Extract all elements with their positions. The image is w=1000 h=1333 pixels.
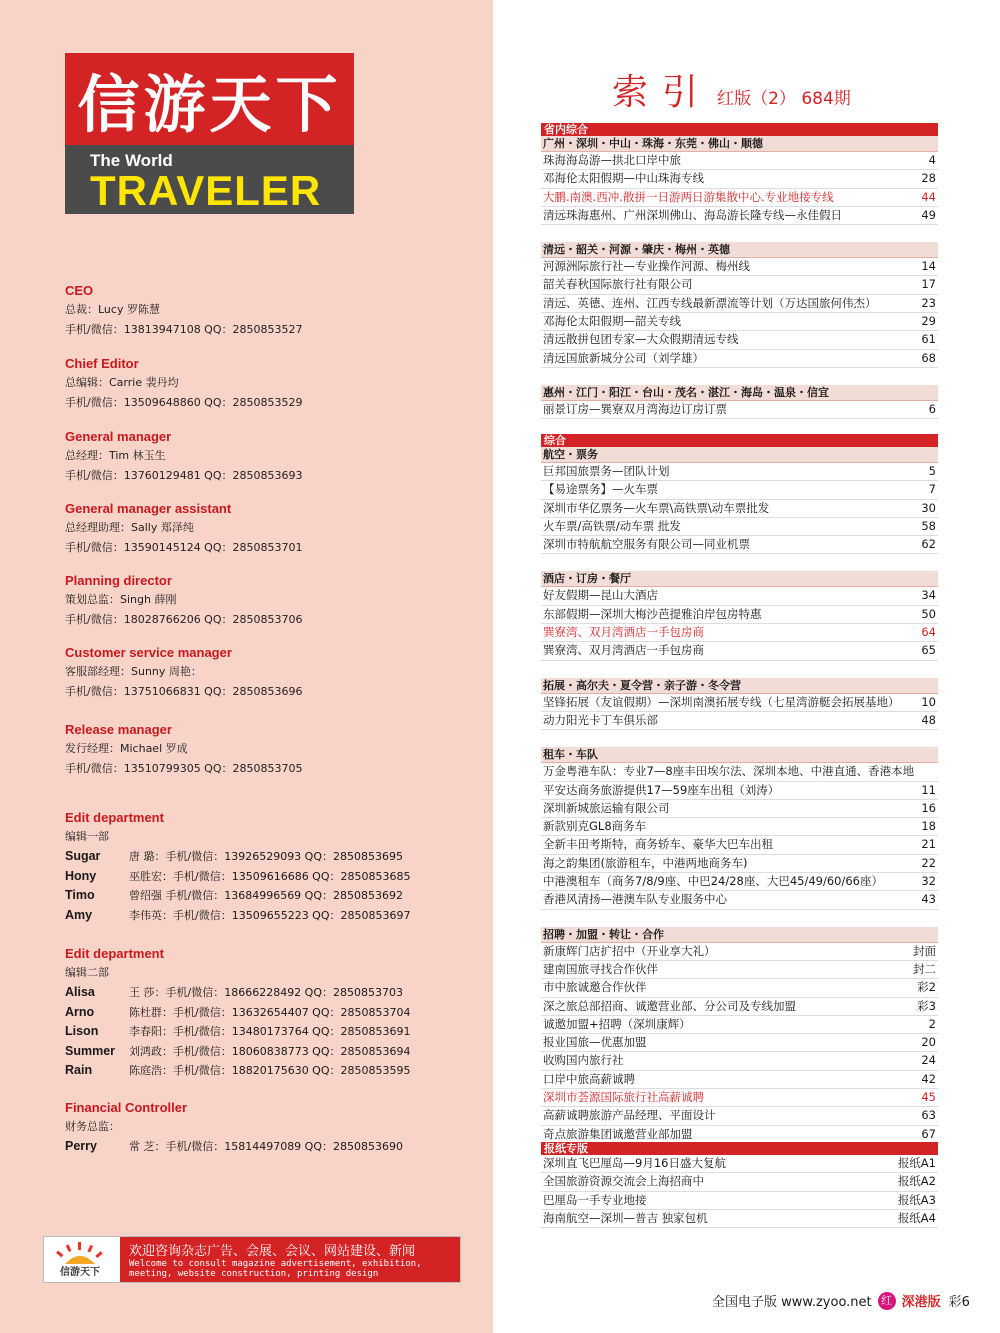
page-number: 彩6	[948, 1295, 970, 1310]
subsection-header: 航空・票务	[541, 447, 938, 463]
index-entry: 海之韵集团(旅游租车，中港两地商务车)	[543, 855, 748, 870]
staff-chief-editor	[65, 355, 485, 413]
staff-contact: 手机/微信：18028766206 QQ：2850853706	[65, 613, 303, 626]
index-page: 7	[928, 482, 936, 497]
index-page: 42	[921, 1071, 936, 1086]
index-page: 彩3	[917, 998, 936, 1013]
index-page	[936, 763, 938, 780]
index-row[interactable]	[541, 606, 938, 624]
index-page: 67	[921, 1126, 936, 1141]
dept-sub: 财务总监：	[65, 1120, 120, 1133]
group-spacer	[541, 910, 938, 927]
member-row	[65, 1003, 485, 1023]
staff-name: 策划总监：Singh 薛刚	[65, 593, 177, 606]
index-title-small: 红版（2） 684期	[717, 89, 851, 109]
ad-english: Welcome to consult magazine advertisement, exhibition, meeting, website construction, printing design	[129, 1259, 422, 1279]
staff-contact: 手机/微信：13510799305 QQ：2850853705	[65, 762, 303, 775]
dept-title: Financial Controller	[65, 1100, 188, 1115]
index-row[interactable]	[541, 350, 938, 368]
staff-customer-service	[65, 644, 485, 702]
index-entry: 深之旅总部招商、诚邀营业部、分公司及专线加盟	[543, 998, 796, 1013]
index-page: 4	[928, 153, 936, 167]
index-page: 11	[921, 782, 936, 797]
group-spacer	[541, 730, 938, 747]
index-page: 报纸A2	[897, 1174, 936, 1189]
index-row[interactable]	[541, 401, 938, 419]
group-spacer	[541, 554, 938, 571]
index-entry: 巽寮湾、双月湾酒店一手包房商	[543, 625, 704, 640]
index-page: 62	[921, 537, 936, 552]
index-page: 28	[921, 171, 936, 186]
index-page: 45	[921, 1090, 936, 1105]
index-entry: 新款别克GL8商务车	[543, 819, 647, 834]
index-entry: 口岸中旅高薪诚聘	[543, 1071, 635, 1086]
index-entry: 海南航空—深圳—普吉 独家包机	[543, 1210, 708, 1225]
index-row[interactable]	[541, 642, 938, 660]
index-entry: 中港澳租车（商务7/8/9座、中巴24/28座、大巴45/49/60/66座）	[543, 874, 883, 889]
staff-contact: 手机/微信：13590145124 QQ：2850853701	[65, 541, 303, 554]
index-row[interactable]	[541, 1107, 938, 1125]
logo-line1: The World	[90, 151, 173, 170]
index-page: 34	[921, 588, 936, 603]
member-en: Rain	[65, 1063, 93, 1077]
member-info: 巫胜宏：手机/微信：13509616686 QQ：2850853685	[129, 869, 411, 883]
member-row	[65, 1042, 485, 1062]
member-info: 李伟英：手机/微信：13509655223 QQ：2850853697	[129, 908, 411, 922]
index-row[interactable]	[541, 1034, 938, 1052]
member-row	[65, 847, 485, 867]
member-row	[65, 1022, 485, 1042]
staff-title: General manager	[65, 429, 172, 444]
ad-logo-text: 信游天下	[60, 1267, 100, 1278]
index-row[interactable]	[541, 763, 938, 781]
member-en: Timo	[65, 888, 95, 902]
financial-controller	[65, 1099, 485, 1157]
index-row[interactable]	[541, 1071, 938, 1089]
index-entry: 高薪诚聘旅游产品经理、平面设计	[543, 1108, 716, 1123]
member-row	[65, 983, 485, 1003]
index-page: 61	[921, 332, 936, 347]
subsection-header: 清远・韶关・河源・肇庆・梅州・英德	[541, 242, 938, 258]
index-row[interactable]	[541, 258, 938, 276]
member-en: Sugar	[65, 849, 101, 863]
edit-department-1	[65, 809, 485, 925]
index-entry: 全国旅游资源交流会上海招商中	[543, 1174, 704, 1189]
index-entry: 坚锋拓展（友谊假期）—深圳南澳拓展专线（七星湾游艇会拓展基地）	[543, 694, 900, 709]
index-row[interactable]	[541, 313, 938, 331]
group-spacer	[541, 661, 938, 678]
group-spacer	[541, 225, 938, 242]
member-en: Hony	[65, 868, 97, 883]
staff-title: Release manager	[65, 722, 172, 737]
index-entry: 深圳市华亿票务—火车票\高铁票\动车票批发	[543, 500, 770, 515]
index-entry: 香港风清扬—港澳车队专业服务中心	[543, 892, 727, 907]
index-row[interactable]	[541, 1089, 938, 1107]
index-row[interactable]	[541, 943, 938, 961]
index-entry: 深圳市荟源国际旅行社高薪诚聘	[543, 1090, 704, 1105]
staff-title: Chief Editor	[65, 356, 139, 371]
section-header: 综合	[541, 434, 938, 447]
index-row[interactable]	[541, 189, 938, 207]
index-row[interactable]	[541, 891, 938, 909]
index-page: 30	[921, 500, 936, 515]
section-provincial	[541, 123, 938, 419]
index-page: 18	[921, 819, 936, 834]
index-row[interactable]	[541, 481, 938, 499]
index-row[interactable]	[541, 207, 938, 225]
member-en: Arno	[65, 1004, 95, 1019]
index-page: 22	[921, 855, 936, 870]
index-row[interactable]	[541, 624, 938, 642]
index-row[interactable]	[541, 836, 938, 854]
index-entry: 河源洲际旅行社—专业操作河源、梅州线	[543, 259, 750, 274]
index-row[interactable]	[541, 276, 938, 294]
edition-name: 深港版	[901, 1295, 941, 1310]
staff-name: 总编辑：Carrie 裴丹均	[65, 376, 179, 389]
index-row[interactable]	[541, 1173, 938, 1191]
edit-department-2	[65, 945, 485, 1081]
member-info: 王 莎：手机/微信：18666228492 QQ：2850853703	[129, 986, 403, 999]
index-row[interactable]	[541, 500, 938, 518]
index-row[interactable]	[541, 855, 938, 873]
index-page: 65	[921, 643, 936, 658]
index-entry: 收购国内旅行社	[543, 1053, 624, 1068]
member-row	[65, 886, 485, 906]
index-entry: 奇点旅游集团诚邀营业部加盟	[543, 1126, 693, 1141]
dept-title: Edit department	[65, 810, 164, 825]
index-row[interactable]	[541, 1192, 938, 1210]
index-row[interactable]	[541, 331, 938, 349]
ad-banner	[43, 1236, 461, 1283]
index-entry: 丽景订房—巽寮双月湾海边订房订票	[543, 401, 727, 416]
index-entry: 珠海海岛游—拱北口岸中旅	[543, 153, 681, 167]
index-row[interactable]	[541, 463, 938, 481]
logo-english	[65, 145, 354, 214]
sun-logo-icon	[47, 1240, 113, 1279]
index-entry: 好友假期—昆山大酒店	[543, 588, 658, 603]
index-entry: 诚邀加盟+招聘（深圳康辉）	[543, 1016, 691, 1031]
index-entry: 巴厘岛一手专业地接	[543, 1192, 647, 1207]
staff-release-manager	[65, 721, 485, 779]
member-en: Lison	[65, 1024, 99, 1038]
staff-name: 发行经理：Michael 罗成	[65, 742, 188, 755]
member-info: 陈庭浩：手机/微信：18820175630 QQ：2850853595	[129, 1064, 411, 1077]
member-en: Summer	[65, 1043, 116, 1058]
index-page: 24	[921, 1053, 936, 1068]
member-info: 李春阳：手机/微信：13480173764 QQ：2850853691	[129, 1025, 411, 1038]
index-row[interactable]	[541, 1155, 938, 1173]
index-title	[612, 64, 851, 115]
index-row[interactable]	[541, 152, 938, 170]
ad-text-block	[120, 1237, 460, 1282]
member-info: 刘鸿政：手机/微信：18060838773 QQ：2850853694	[129, 1044, 411, 1058]
subsection-header: 广州・深圳・中山・珠海・东莞・佛山・顺德	[541, 136, 938, 152]
ad-chinese: 欢迎咨询杂志广告、会展、会议、网站建设、新闻	[129, 1244, 416, 1259]
member-en: Alisa	[65, 985, 95, 999]
index-page: 14	[921, 259, 936, 274]
index-entry: 深圳市特航航空服务有限公司—同业机票	[543, 537, 750, 552]
index-page: 50	[921, 606, 936, 621]
staff-name: 总裁：Lucy 罗陈慧	[65, 303, 160, 316]
dept-sub: 编辑一部	[65, 830, 109, 843]
member-info: 曾绍强 手机/微信：13684996569 QQ：2850853692	[129, 889, 403, 902]
index-page: 2	[928, 1016, 936, 1031]
index-page: 封二	[913, 961, 936, 976]
member-row	[65, 1137, 485, 1157]
member-row	[65, 906, 485, 926]
index-row[interactable]	[541, 979, 938, 997]
index-page: 49	[921, 207, 936, 222]
index-row[interactable]	[541, 170, 938, 188]
section-header: 报纸专版	[541, 1142, 938, 1155]
index-row[interactable]	[541, 536, 938, 554]
staff-title: Planning director	[65, 573, 172, 588]
index-row[interactable]	[541, 800, 938, 818]
member-en: Amy	[65, 907, 93, 922]
index-page: 64	[921, 625, 936, 640]
index-entry: 清远珠海惠州、广州深圳佛山、海岛游长隆专线—永佳假日	[543, 207, 842, 222]
index-page: 16	[921, 800, 936, 815]
index-page: 20	[921, 1035, 936, 1050]
index-page: 5	[928, 464, 936, 478]
staff-title: CEO	[65, 283, 94, 298]
section-general	[541, 434, 938, 1144]
index-entry: 清远国旅新城分公司（刘学雄）	[543, 350, 704, 365]
footer	[712, 1291, 970, 1310]
edition-badge: 红	[878, 1292, 896, 1310]
staff-contact: 手机/微信：13760129481 QQ：2850853693	[65, 469, 303, 482]
index-row[interactable]	[541, 712, 938, 730]
logo-chinese: 信游天下	[65, 53, 354, 145]
member-info: 唐 璐：手机/微信：13926529093 QQ：2850853695	[129, 850, 403, 863]
index-page: 17	[921, 277, 936, 292]
index-entry: 清远散拼包团专家—大众假期清远专线	[543, 332, 739, 347]
section-header: 省内综合	[541, 123, 938, 136]
index-entry: 巽寮湾、双月湾酒店一手包房商	[543, 643, 704, 658]
index-entry: 东部假期—深圳大梅沙芭提雅泊岸包房特惠	[543, 606, 762, 621]
index-page: 报纸A4	[897, 1210, 936, 1225]
index-page: 封面	[913, 943, 936, 958]
index-page: 彩2	[917, 980, 936, 995]
subsection-header: 招聘・加盟・转让・合作	[541, 927, 938, 943]
staff-title: General manager assistant	[65, 501, 232, 516]
member-info: 陈杜群：手机/微信：13632654407 QQ：2850853704	[129, 1005, 411, 1019]
index-title-big: 索引	[612, 72, 713, 113]
index-page: 报纸A1	[897, 1156, 936, 1170]
section-newspaper	[541, 1142, 938, 1228]
index-page: 68	[921, 350, 936, 365]
index-page: 29	[921, 314, 936, 329]
index-entry: 【易途票务】—火车票	[543, 482, 658, 497]
index-page: 6	[928, 401, 936, 416]
index-row[interactable]	[541, 782, 938, 800]
index-page: 10	[921, 694, 936, 709]
index-entry: 邓海伦太阳假期—中山珠海专线	[543, 171, 704, 186]
logo-line2: TRAVELER	[90, 167, 322, 214]
index-page: 32	[921, 874, 936, 889]
index-row[interactable]	[541, 587, 938, 605]
footer-label: 全国电子版 www.zyoo.net	[712, 1295, 872, 1310]
index-row[interactable]	[541, 295, 938, 313]
member-info: 常 芝：手机/微信：15814497089 QQ：2850853690	[129, 1140, 403, 1153]
member-row	[65, 1061, 485, 1081]
subsection-header: 拓展・高尔夫・夏令营・亲子游・冬令营	[541, 678, 938, 694]
index-row[interactable]	[541, 694, 938, 712]
index-page: 43	[921, 892, 936, 907]
index-row[interactable]	[541, 1210, 938, 1228]
index-row[interactable]	[541, 998, 938, 1016]
index-entry: 平安达商务旅游提供17—59座车出租（刘涛）	[543, 782, 780, 797]
index-row[interactable]	[541, 1052, 938, 1070]
index-entry: 韶关春秋国际旅行社有限公司	[543, 277, 693, 292]
staff-general-manager	[65, 428, 485, 486]
staff-gm-assistant	[65, 500, 485, 558]
index-entry: 市中旅诚邀合作伙伴	[543, 980, 647, 995]
index-entry: 巨邦国旅票务—团队计划	[543, 464, 670, 478]
index-entry: 邓海伦太阳假期—韶关专线	[543, 314, 681, 329]
staff-contact: 手机/微信：13813947108 QQ：2850853527	[65, 323, 303, 336]
staff-title: Customer service manager	[65, 645, 232, 660]
staff-contact: 手机/微信：13509648860 QQ：2850853529	[65, 396, 303, 409]
index-entry: 建南国旅寻找合作伙伴	[543, 961, 658, 976]
staff-contact: 手机/微信：13751066831 QQ：2850853696	[65, 685, 303, 698]
index-page: 48	[921, 712, 936, 727]
dept-sub: 编辑二部	[65, 966, 109, 979]
index-entry: 清远、英德、连州、江西专线最新漂流等计划（万达国旅何伟杰）	[543, 295, 877, 310]
member-en: Perry	[65, 1139, 97, 1153]
index-entry: 深圳直飞巴厘岛—9月16日盛大复航	[543, 1156, 726, 1170]
index-entry: 万金粤港车队：专业7—8座丰田埃尔法、深圳本地、中港直通、香港本地	[543, 764, 915, 779]
index-page: 44	[921, 189, 936, 204]
index-entry: 动力阳光卡丁车俱乐部	[543, 712, 658, 727]
index-entry: 深圳新城旅运输有限公司	[543, 800, 670, 815]
index-page: 63	[921, 1108, 936, 1123]
subsection-header: 酒店・订房・餐厅	[541, 571, 938, 587]
index-entry: 火车票/高铁票/动车票 批发	[543, 518, 681, 533]
index-row[interactable]	[541, 961, 938, 979]
index-row[interactable]	[541, 818, 938, 836]
member-row	[65, 867, 485, 887]
index-entry: 大鹏.南澳.西冲.散拼一日游两日游集散中心.专业地接专线	[543, 189, 834, 204]
group-spacer	[541, 368, 938, 385]
index-page: 报纸A3	[897, 1192, 936, 1207]
index-row[interactable]	[541, 873, 938, 891]
index-row[interactable]	[541, 518, 938, 536]
index-entry: 全新丰田考斯特，商务轿车、豪华大巴车出租	[543, 837, 773, 852]
subsection-header: 租车・车队	[541, 747, 938, 763]
staff-ceo	[65, 282, 485, 340]
index-page: 21	[921, 837, 936, 852]
index-page: 58	[921, 518, 936, 533]
staff-planning-director	[65, 572, 485, 630]
index-entry: 新康辉门店扩招中（开业享大礼）	[543, 943, 716, 958]
index-row[interactable]	[541, 1016, 938, 1034]
index-page: 23	[921, 295, 936, 310]
staff-name: 总经理：Tim 林玉生	[65, 449, 166, 462]
staff-name: 总经理助理：Sally 郑泽纯	[65, 521, 194, 534]
staff-name: 客服部经理：Sunny 周艳：	[65, 665, 202, 678]
dept-title: Edit department	[65, 946, 164, 961]
subsection-header: 惠州・江门・阳江・台山・茂名・湛江・海岛・温泉・信宜	[541, 385, 938, 401]
index-entry: 报业国旅—优惠加盟	[543, 1035, 647, 1050]
